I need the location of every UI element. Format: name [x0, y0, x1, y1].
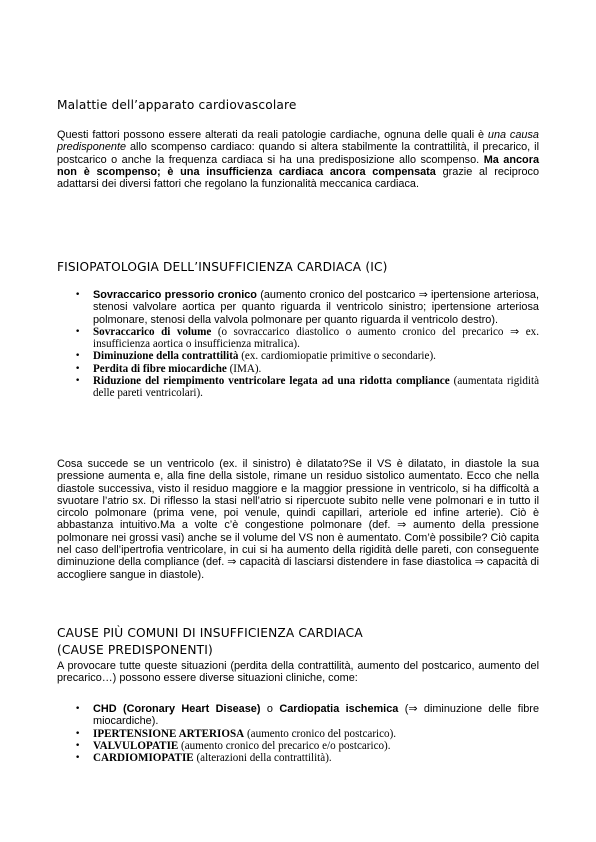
dilatazione-paragraph: Cosa succede se un ventricolo (ex. il sinistro) è dilatato?Se il VS è dilatato, in diastole la sua pressione aumenta e, alla fine della sistole, rimane un residuo sistolico aumentato. Ecco che nella diastole successiva, visto il residuo maggiore e la maggior pressione in ventricolo, si ha difficoltà a svuotare l’atrio sx. Di riflesso la stasi nell’atrio si ripercuote subito nelle vene polmonari e in tutto il circolo polmonare (prima vene, poi venule, quindi capillari, arteriole ed infine arterie). Ciò è abbastanza intuitivo.Ma a volte c’è congestione polmonare (def. ⇒ aumento della pressione polmonare nei grossi vasi) anche se il volume del VS non è aumentato. Com’è possibile? Ciò capita nel caso dell’ipertrofia ventricolare, in cui si ha aumento della rigidità delle pareti, con conseguente diminuzione della compliance (def. ⇒ capacità di lasciarsi distendere in fase diastolica ⇒ capacità di accogliere sangue in diastole). [57, 458, 539, 581]
bullet-icon: • [75, 376, 81, 387]
list-item-text: (⇒ diminuzione delle fibre miocardiche). [93, 703, 539, 728]
list-item-text: (alterazioni della contrattilità). [193, 752, 332, 765]
list-item-bold: Riduzione del riempimento ventricolare legata ad una ridotta compliance [93, 375, 450, 388]
list-item-bold: Sovraccarico pressorio cronico [93, 289, 257, 301]
cause-list [75, 703, 539, 764]
bullet-icon: • [75, 740, 81, 751]
list-item [75, 740, 539, 752]
list-item-bold: CHD (Coronary Heart Disease) [93, 703, 261, 715]
bullet-icon: • [75, 753, 81, 764]
list-item-text: (aumento cronico del postcarico). [244, 727, 397, 740]
list-item [75, 703, 539, 728]
list-item [75, 752, 539, 764]
list-item-text: (IMA). [226, 362, 262, 375]
bullet-icon: • [75, 351, 81, 362]
bullet-icon: • [75, 704, 81, 714]
intro-text-1: Questi fattori possono essere alterati da reali patologie cardiache, ognuna delle quali è [57, 129, 488, 141]
bullet-icon: • [75, 728, 81, 739]
list-item [75, 375, 539, 400]
list-item-text: (aumento cronico del precarico e/o postcarico). [178, 739, 391, 752]
fisiopatologia-list [75, 289, 539, 400]
intro-text-2: allo scompenso cardiaco: quando si altera stabilmente la contrattilità, il precarico, il postcarico o anche la frequenza cardiaca si ha una predisposizione allo scompenso. [57, 141, 539, 166]
list-item [75, 363, 539, 375]
list-item-bold: Sovraccarico di volume [93, 325, 212, 338]
intro-bold: Ma ancora non è scompenso; è una insufficienza cardiaca ancora compensata [57, 153, 540, 178]
list-item [75, 728, 539, 740]
bullet-icon: • [75, 290, 81, 300]
section-title-malattie: Malattie dell’apparato cardiovascolare [57, 98, 297, 112]
list-item-bold: IPERTENSIONE ARTERIOSA [93, 727, 245, 740]
cause-intro-paragraph: A provocare tutte queste situazioni (perdita della contrattilità, aumento del postcarico, aumento del precarico…) possono essere diverse situazioni cliniche, come: [57, 660, 539, 685]
section-title-fisiopatologia: FISIOPATOLOGIA DELL’INSUFFICIENZA CARDIACA (IC) [57, 260, 388, 274]
list-item-bold: VALVULOPATIE [93, 739, 179, 752]
list-item [75, 289, 539, 326]
intro-text-3: grazie al reciproco adattarsi dei diversi fattori che regolano la funzionalità meccanica cardiaca. [57, 165, 539, 191]
list-item-text: (aumentata rigidità delle pareti ventricolari). [93, 375, 539, 400]
intro-italic: una causa predisponente [57, 129, 539, 154]
list-item-text: (o sovraccarico diastolico o aumento cronico del precarico ⇒ ex. insufficienza aortica o insufficienza mitralica). [93, 325, 539, 351]
list-item [75, 350, 539, 362]
list-item-text: (aumento cronico del postcarico ⇒ ipertensione arteriosa, stenosi valvolare aortica per quanto riguarda il ventricolo sinistro; ipertensione arteriosa polmonare, stenosi della valvola polmonare per quanto riguarda il ventricolo destro). [93, 289, 539, 326]
list-item-text: (ex. cardiomiopatie primitive o secondarie). [238, 350, 436, 363]
list-item-bold: Diminuzione della contrattilità [93, 350, 239, 363]
list-item-bold: Cardiopatia ischemica [279, 703, 399, 715]
list-item-bold: CARDIOMIOPATIE [93, 752, 194, 765]
bullet-icon: • [75, 363, 81, 374]
intro-paragraph [57, 129, 539, 190]
list-item-bold: Perdita di fibre miocardiche [93, 362, 227, 375]
section-subtitle-cause: (CAUSE PREDISPONENTI) [57, 643, 213, 657]
section-title-cause: CAUSE PIÙ COMUNI DI INSUFFICIENZA CARDIACA [57, 626, 363, 640]
list-item-text: o [260, 703, 280, 715]
list-item [75, 326, 539, 351]
bullet-icon: • [75, 326, 81, 337]
